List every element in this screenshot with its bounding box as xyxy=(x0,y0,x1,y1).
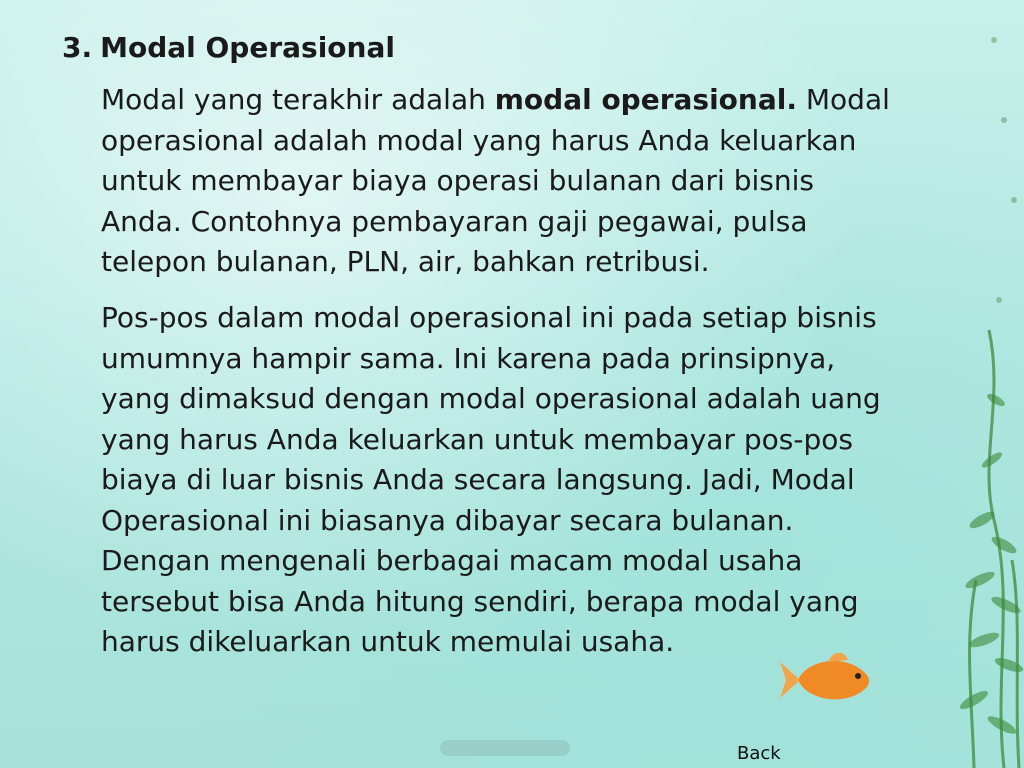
text-line xyxy=(101,80,961,121)
text-line: untuk membayar biaya operasi bulanan dari bisnis xyxy=(101,164,814,197)
text-span: Modal yang terakhir adalah xyxy=(101,83,495,116)
text-line: operasional adalah modal yang harus Anda keluarkan xyxy=(101,123,857,157)
text-line: Operasional ini biasanya dibayar secara bulanan. xyxy=(101,503,794,537)
text-line: Dengan mengenali berbagai macam modal usaha xyxy=(101,544,803,577)
text-line: harus dikeluarkan untuk memulai usaha. xyxy=(101,625,675,658)
text-line: tersebut bisa Anda hitung sendiri, berapa modal yang xyxy=(101,584,859,618)
bold-term: modal operasional. xyxy=(494,83,797,116)
text-line: Anda. Contohnya pembayaran gaji pegawai, pulsa xyxy=(101,204,808,238)
text-line: yang dimaksud dengan modal operasional adalah uang xyxy=(101,382,881,415)
watermark xyxy=(440,740,570,756)
paragraph-intro xyxy=(101,80,961,283)
heading-title: Modal Operasional xyxy=(100,31,395,64)
text-span: Modal xyxy=(796,83,890,116)
text-line: yang harus Anda keluarkan untuk membayar pos-pos xyxy=(101,422,853,456)
heading-number: 3. xyxy=(62,31,93,64)
back-link[interactable]: Back xyxy=(737,743,781,764)
text-line: umumnya hampir sama. Ini karena pada prinsipnya, xyxy=(101,341,836,375)
slide-heading xyxy=(62,28,395,68)
text-line: Pos-pos dalam modal operasional ini pada setiap bisnis xyxy=(101,301,877,334)
paragraph-detail xyxy=(101,298,961,663)
text-line: telepon bulanan, PLN, air, bahkan retribusi. xyxy=(101,245,710,278)
text-line: biaya di luar bisnis Anda secara langsung. Jadi, Modal xyxy=(101,463,855,496)
